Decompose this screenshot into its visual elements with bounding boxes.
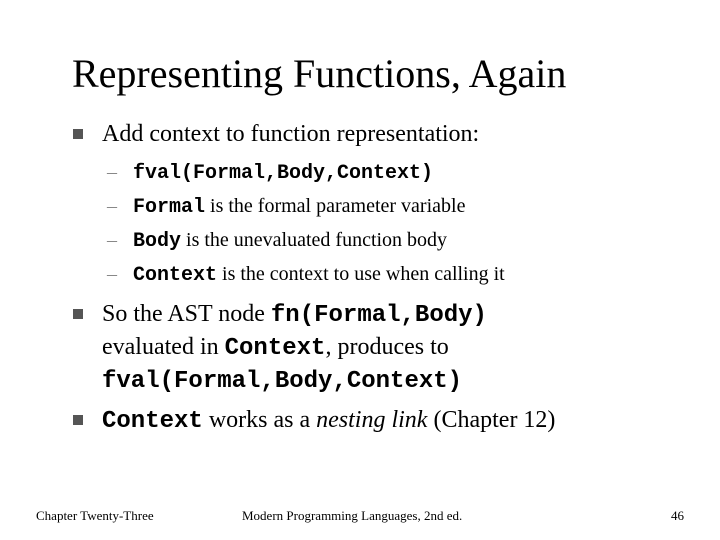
bullet-ast-node-line3 xyxy=(102,364,462,398)
dash-bullet-icon: – xyxy=(107,263,117,285)
dash-bullet-icon: – xyxy=(107,195,117,217)
bullet-text: works as a xyxy=(202,407,317,433)
slide-title: Representing Functions, Again xyxy=(72,51,567,96)
subitem-body xyxy=(107,226,448,256)
bullet-ast-node xyxy=(102,298,487,332)
code-text: fn(Formal,Body) xyxy=(270,302,487,329)
bullet-text: evaluated in xyxy=(102,334,225,360)
square-bullet-icon xyxy=(73,415,83,425)
bullet-text: (Chapter 12) xyxy=(427,407,556,433)
subitem-text: is the unevaluated function body xyxy=(181,229,448,251)
code-text: Context xyxy=(102,408,203,435)
footer-page-number: 46 xyxy=(671,508,684,523)
code-text: Context xyxy=(224,335,326,362)
footer-chapter: Chapter Twenty-Three xyxy=(36,508,154,523)
bullet-add-context xyxy=(102,118,479,150)
footer-book-title: Modern Programming Languages, 2nd ed. xyxy=(242,508,463,523)
code-text: Formal xyxy=(133,196,206,219)
subitem-context xyxy=(107,260,505,290)
bullet-text: So the AST node xyxy=(102,301,271,327)
code-text: Context xyxy=(133,264,218,287)
bullet-text: Add context to function representation: xyxy=(102,121,480,147)
subitem-text: is the context to use when calling it xyxy=(217,263,505,285)
bullet-text: , produces to xyxy=(325,334,449,360)
dash-bullet-icon: – xyxy=(107,161,117,183)
square-bullet-icon xyxy=(73,129,83,139)
code-text: fval(Formal,Body,Context) xyxy=(102,368,463,395)
subitem-text: is the formal parameter variable xyxy=(205,195,466,217)
square-bullet-icon xyxy=(73,309,83,319)
code-text: fval(Formal,Body,Context) xyxy=(133,162,434,185)
dash-bullet-icon: – xyxy=(107,229,117,251)
subitem-formal xyxy=(107,192,466,222)
italic-text: nesting link xyxy=(316,407,428,433)
bullet-nesting-link xyxy=(102,404,555,438)
code-text: Body xyxy=(133,230,182,253)
subitem-fval xyxy=(107,158,434,188)
bullet-ast-node-line2 xyxy=(102,331,449,365)
